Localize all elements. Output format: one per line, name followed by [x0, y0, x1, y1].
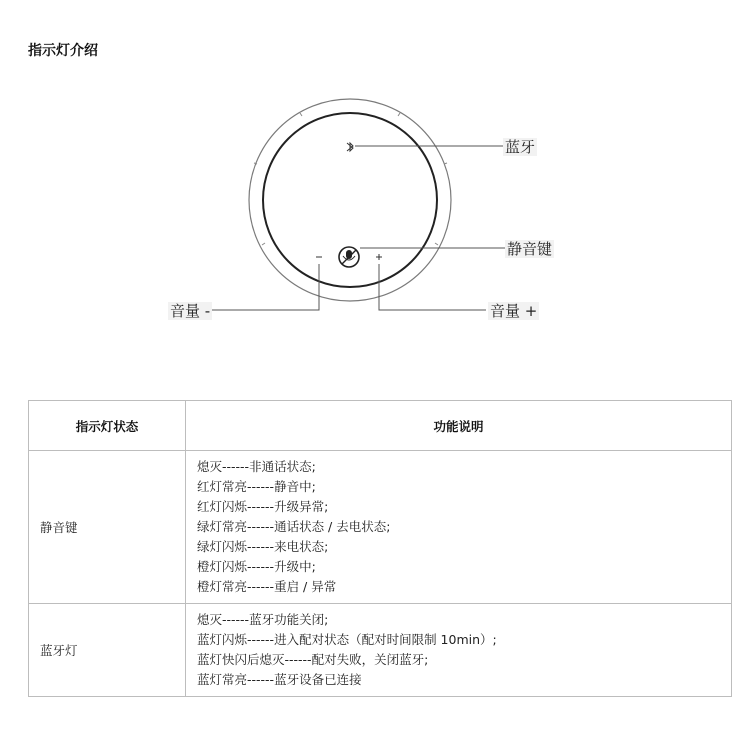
header-function-desc: 功能说明 [186, 401, 732, 451]
mic-mute-icon [339, 247, 359, 267]
desc-line: 熄灭------蓝牙功能关闭; [197, 612, 329, 627]
desc-line: 蓝灯快闪后熄灭------配对失败，关闭蓝牙; [197, 652, 429, 667]
state-cell: 蓝牙灯 [29, 604, 186, 697]
device-diagram [0, 0, 750, 360]
volume-up-leader-line [379, 264, 486, 310]
desc-line: 红灯常亮------静音中; [197, 479, 316, 494]
desc-cell [186, 451, 732, 604]
device-outer-ring [249, 99, 451, 301]
volume-down-leader-line [212, 264, 319, 310]
table-header-row [29, 401, 732, 451]
mute-key-label: 静音键 [507, 240, 553, 258]
bluetooth-icon [347, 143, 353, 151]
desc-cell [186, 604, 732, 697]
desc-line: 橙灯常亮------重启 / 异常 [197, 579, 337, 594]
desc-line: 熄灭------非通话状态; [197, 459, 316, 474]
device-inner-ring [263, 113, 437, 287]
desc-line: 橙灯闪烁------升级中; [197, 559, 316, 574]
table-row [29, 604, 732, 697]
volume-up-label: 音量 + [490, 302, 538, 320]
desc-line: 红灯闪烁------升级异常; [197, 499, 329, 514]
table-row [29, 451, 732, 604]
bluetooth-label: 蓝牙 [505, 138, 536, 156]
desc-line: 绿灯常亮------通话状态 / 去电状态; [197, 519, 391, 534]
desc-line: 绿灯闪烁------来电状态; [197, 539, 329, 554]
volume-down-label: 音量 - [170, 302, 211, 320]
header-indicator-state: 指示灯状态 [29, 401, 186, 451]
desc-line: 蓝灯常亮------蓝牙设备已连接 [197, 672, 362, 687]
state-cell: 静音键 [29, 451, 186, 604]
indicator-table [28, 400, 732, 697]
page-title: 指示灯介绍 [28, 43, 98, 59]
volume-up-mark [376, 254, 382, 260]
desc-line: 蓝灯闪烁------进入配对状态（配对时间限制 10min）; [197, 632, 497, 647]
